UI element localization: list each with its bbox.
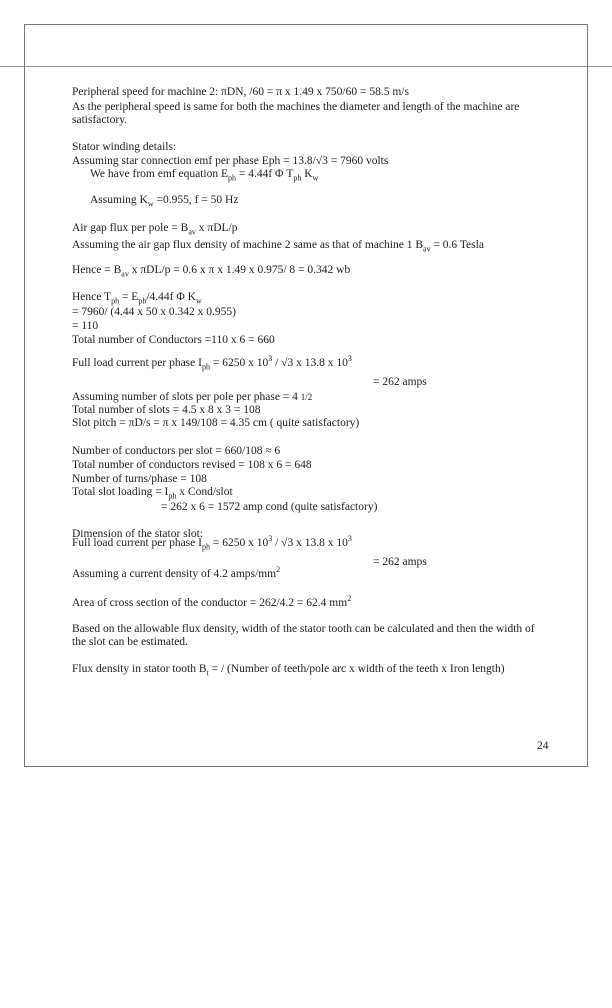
slot-loading-result: = 262 x 6 = 1572 amp cond (quite satisfactory) — [161, 501, 378, 513]
conductors-per-slot-line: Number of conductors per slot = 660/108 ≈ 6 — [72, 445, 281, 457]
full-load-current-line: Full load current per phase $I_{ph} = 6250$ x $10^3 / √3$ x 13.8 x $10^3$ — [72, 354, 352, 372]
emf-equation-line: We have from emf equation $E_{ph} = 4.44f$ Φ $T_{ph}$ $K_w$ — [90, 168, 319, 183]
total-conductors-line: Total number of Conductors =110 x 6 = 660 — [72, 334, 275, 346]
slots-per-pole-line: Assuming number of slots per pole per phase = 4 1/2 — [72, 391, 313, 403]
full-load-current-result: = 262 amps — [373, 376, 427, 388]
full-load-current-line-repeat: Full load current per phase $I_{ph} = 6250$ x $10^3 / √3$ x 13.8 x $10^3$ — [72, 534, 352, 552]
flux-value-line: Hence = $B_{av}$ x πDL/p = 0.6 x π x 1.49 x 0.975/ 8 = 0.342 wb — [72, 264, 351, 279]
slot-loading-line: Total slot loading = $I_{ph}$ x Cond/slot — [72, 486, 233, 501]
peripheral-speed-line: Peripheral speed for machine 2: πDN, /60 = π x 1.49 x 750/60 = 58.5 m/s — [72, 86, 409, 98]
stator-slot-heading: Dimension of the stator slot: — [72, 528, 203, 540]
slot-pitch-line: Slot pitch = πD/s = π x 149/108 = 4.35 cm ( quite satisfactory) — [72, 417, 360, 429]
revised-conductors-line: Total number of conductors revised = 108 x 6 = 648 — [72, 459, 312, 471]
tooth-width-paragraph: Based on the allowable flux density, width of the stator tooth can be calculated and then the width of the slot can be estimated. — [72, 623, 535, 648]
flux-density-assumption: Assuming the air gap flux density of machine 2 same as that of machine 1 $B_{av} = 0.6$ Tesla — [72, 239, 484, 254]
current-density-line: Assuming a current density of 4.2 amps/$mm^2$ — [72, 565, 281, 580]
conductor-area-line: Area of cross section of the conductor = 262/4.2 = 62.4 $mm^2$ — [72, 594, 352, 609]
peripheral-speed-conclusion: As the peripheral speed is same for both the machines the diameter and length of the machine are satisfactory. — [72, 101, 520, 126]
total-slots-line: Total number of slots = 4.5 x 8 x 3 = 108 — [72, 404, 261, 416]
turns-phase-line: Number of turns/phase = 108 — [72, 473, 207, 485]
turns-calculation-line: = 7960/ (4.44 x 50 x 0.342 x 0.955) — [72, 306, 236, 318]
tooth-flux-density-line: Flux density in stator tooth $B_t$ = / (Number of teeth/pole arc x width of the teeth x Iron length) — [72, 663, 505, 678]
winding-factor-line: Assuming $K_w =0.955$, f = 50 Hz — [90, 194, 239, 209]
turns-result-line: = 110 — [72, 320, 99, 332]
air-gap-flux-line: Air gap flux per pole = $B_{av}$ x πDL/p — [72, 222, 238, 237]
stator-winding-heading: Stator winding details: — [72, 141, 177, 153]
full-load-current-result-repeat: = 262 amps — [373, 556, 427, 568]
turns-per-phase-line: Hence $T_{ph} = E_{ph}/4.44f$ Φ $K_w$ — [72, 291, 202, 306]
emf-per-phase-line: Assuming star connection emf per phase Eph = 13.8/√3 = 7960 volts — [72, 155, 389, 167]
page-number: 24 — [537, 740, 549, 752]
